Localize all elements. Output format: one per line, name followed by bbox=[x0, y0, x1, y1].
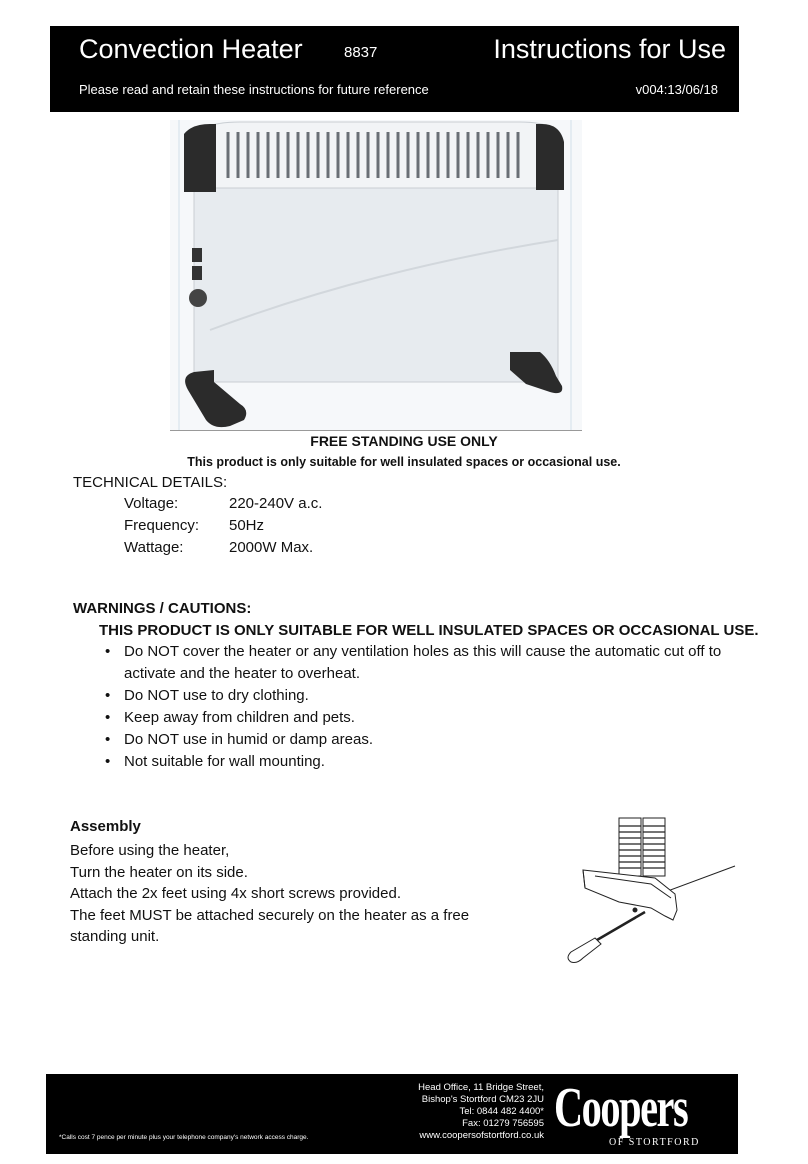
warnings-title: WARNINGS / CAUTIONS: bbox=[73, 600, 252, 617]
spec-value: 50Hz bbox=[229, 517, 265, 534]
usage-notice-text: This product is only suitable for well insulated spaces or occasional use. bbox=[187, 455, 621, 469]
heater-product-image bbox=[170, 120, 582, 430]
list-item: • Not suitable for wall mounting. bbox=[124, 751, 724, 773]
model-number: 8837 bbox=[344, 44, 378, 61]
assembly-title: Assembly bbox=[70, 818, 141, 835]
doc-version: v004:13/06/18 bbox=[635, 82, 718, 97]
footer-bar bbox=[46, 1074, 738, 1154]
assembly-line: The feet MUST be attached securely on the heater as a free standing unit. bbox=[70, 906, 470, 945]
assembly-diagram bbox=[555, 812, 745, 972]
website-link[interactable]: www.coopersofstortford.co.uk bbox=[419, 1130, 544, 1141]
spec-label: Voltage: bbox=[124, 495, 179, 512]
doc-type: Instructions for Use bbox=[493, 34, 726, 64]
header-bar bbox=[50, 26, 739, 112]
list-item: • Do NOT use to dry clothing. bbox=[124, 685, 724, 707]
company-address bbox=[418, 1082, 544, 1142]
assembly-line: Attach the 2x feet using 4x short screws provided. bbox=[70, 885, 402, 902]
address-line: Fax: 01279 756595 bbox=[462, 1118, 544, 1129]
brand-logo: Coopers bbox=[554, 1077, 688, 1139]
warnings-subtitle: THIS PRODUCT IS ONLY SUITABLE FOR WELL INSULATED SPACES OR OCCASIONAL USE. bbox=[99, 622, 759, 639]
list-item: • Do NOT cover the heater or any ventilation holes as this will cause the automatic cut off to activate and the heater to overheat. bbox=[124, 641, 724, 685]
call-charge-note: *Calls cost 7 pence per minute plus your telephone company's network access charge. bbox=[59, 1134, 309, 1141]
assembly-line: Before using the heater, bbox=[70, 842, 230, 859]
assembly-instructions bbox=[70, 840, 510, 948]
assembly-line: Turn the heater on its side. bbox=[70, 863, 248, 881]
spec-label: Wattage: bbox=[124, 539, 184, 556]
list-item: • Keep away from children and pets. bbox=[124, 707, 724, 729]
image-divider bbox=[170, 430, 582, 431]
list-item: • Do NOT use in humid or damp areas. bbox=[124, 729, 724, 751]
warnings-list bbox=[124, 641, 724, 773]
technical-details-title: TECHNICAL DETAILS: bbox=[73, 474, 228, 491]
usage-notice-title: FREE STANDING USE ONLY bbox=[310, 433, 498, 449]
address-line: Head Office, 11 Bridge Street, bbox=[418, 1082, 544, 1093]
address-line: Bishop's Stortford CM23 2JU bbox=[421, 1094, 544, 1105]
spec-value: 220-240V a.c. bbox=[229, 495, 323, 512]
spec-label: Frequency: bbox=[124, 517, 200, 534]
brand-logo-subtitle: OF STORTFORD bbox=[609, 1137, 700, 1148]
doc-subtitle: Please read and retain these instructions for future reference bbox=[79, 82, 429, 97]
doc-title: Convection Heater bbox=[79, 34, 303, 64]
address-line: Tel: 0844 482 4400* bbox=[459, 1106, 544, 1117]
spec-value: 2000W Max. bbox=[229, 539, 314, 556]
